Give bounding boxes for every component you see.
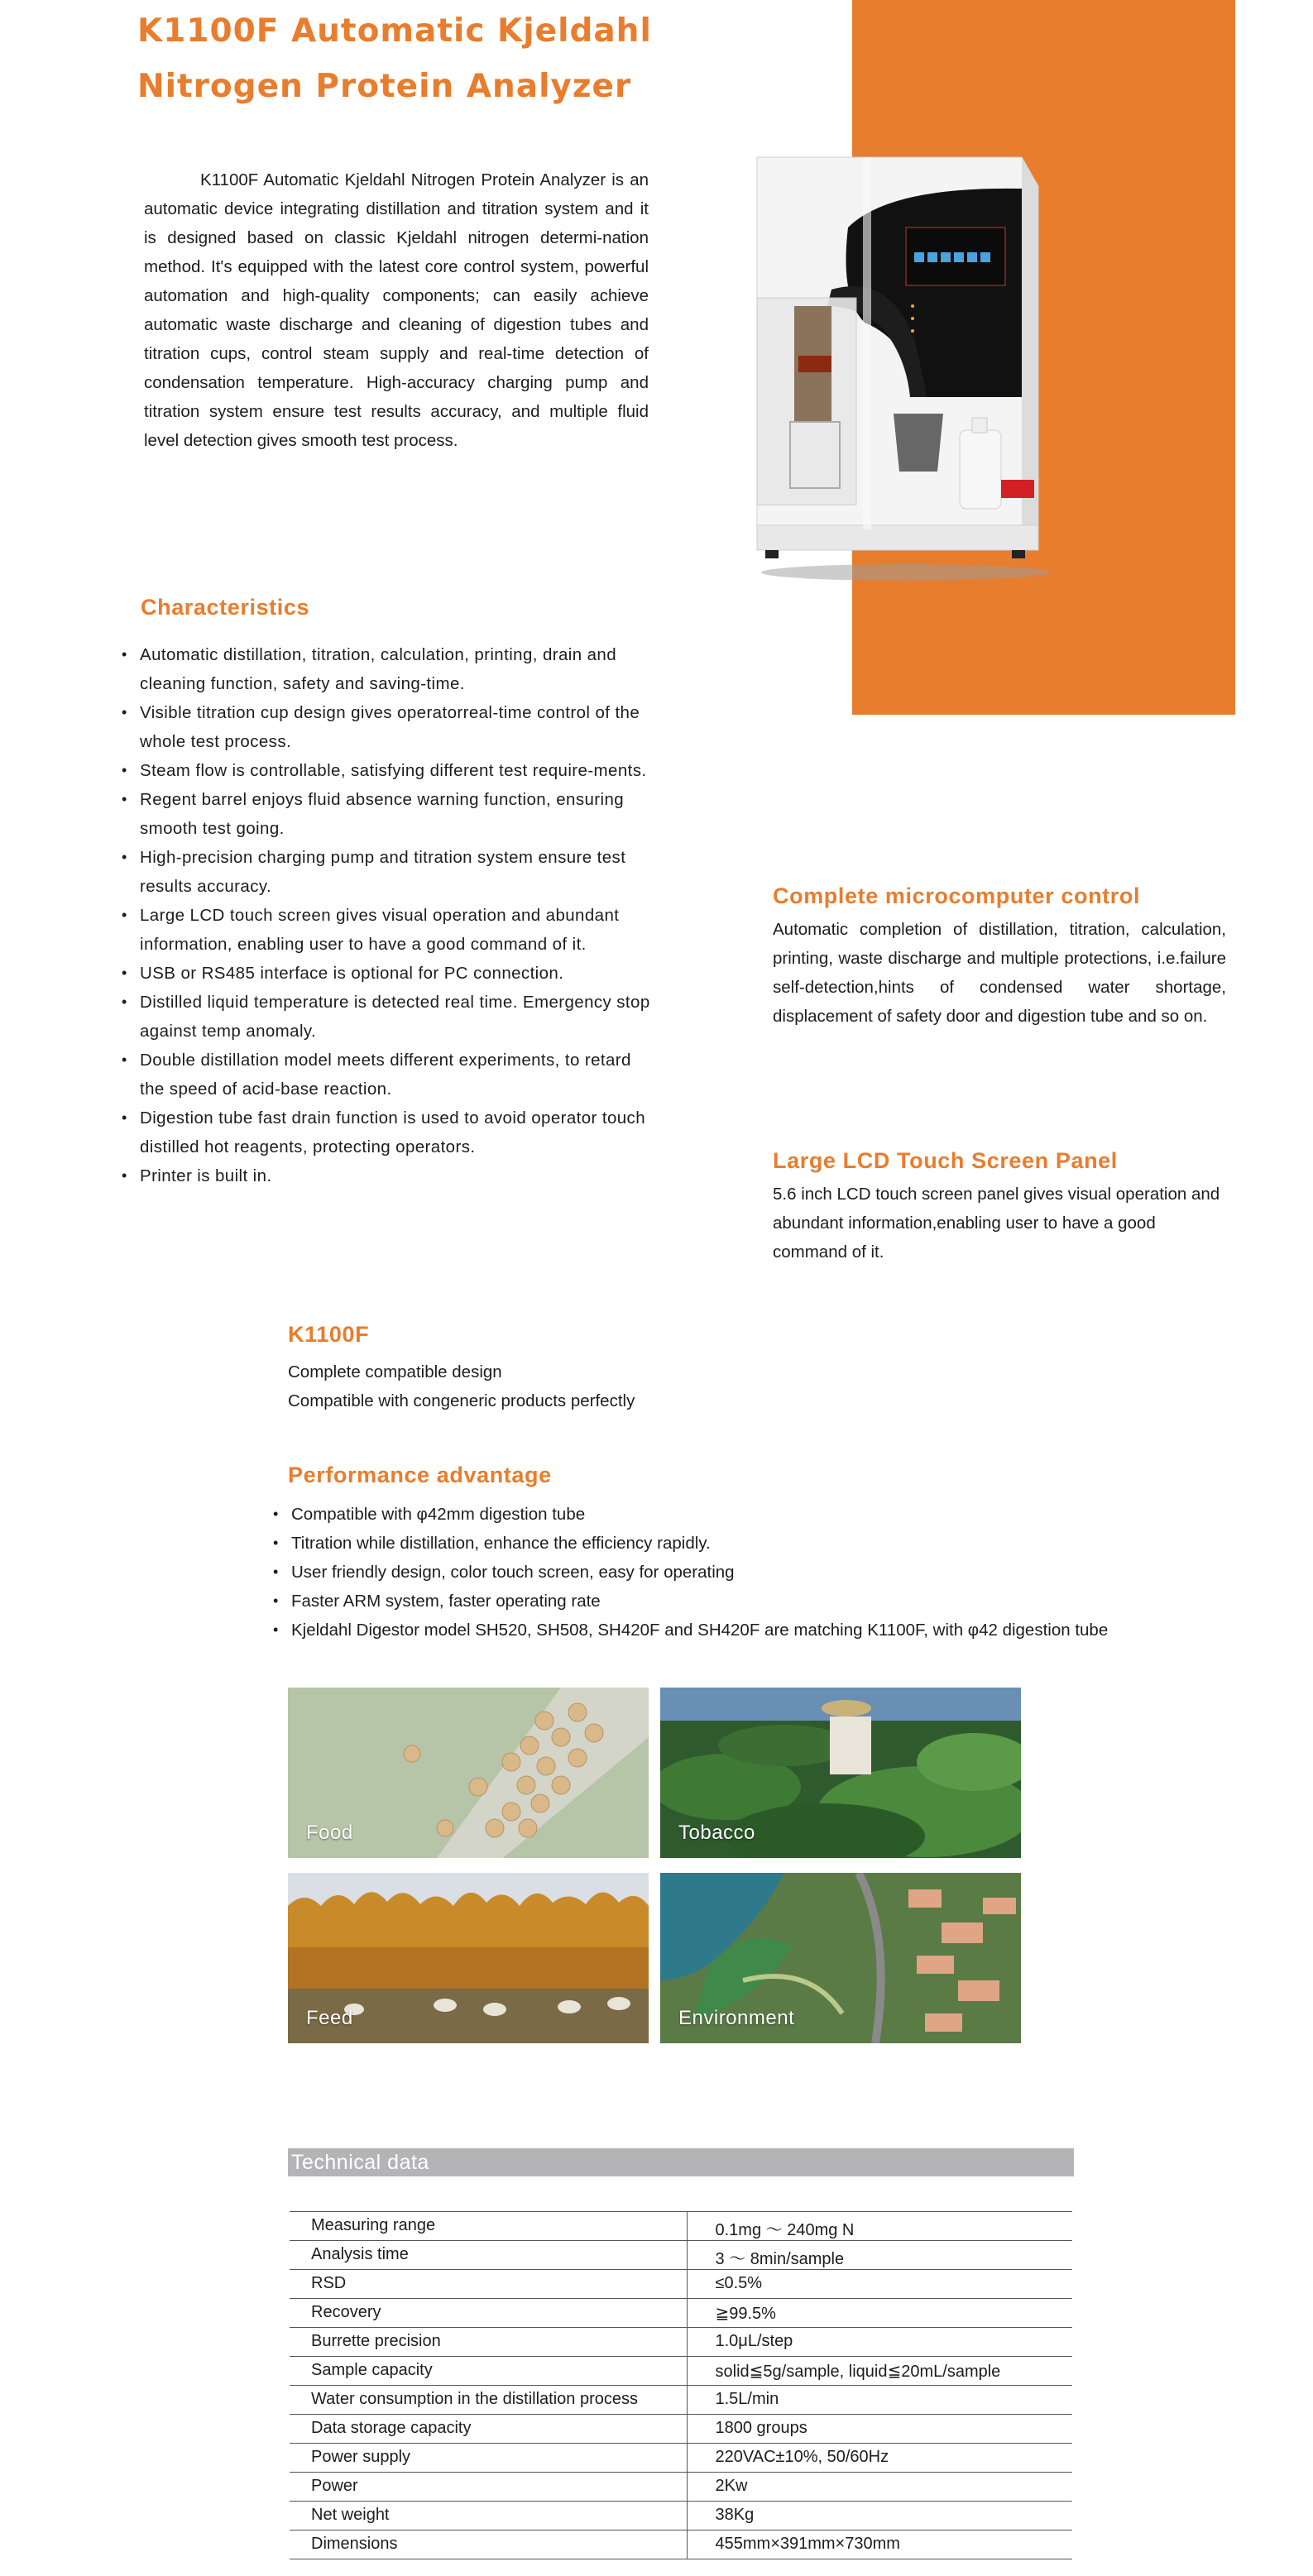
table-row: [290, 2212, 1072, 2241]
spec-label: Net weight: [290, 2502, 687, 2531]
page-title: [137, 3, 841, 114]
product-image: [749, 149, 1055, 587]
list-item: • USB or RS485 interface is optional for PC connection.: [122, 959, 651, 988]
microcomputer-title: Complete microcomputer control: [773, 883, 1141, 908]
tobacco-photo: [660, 1688, 1021, 1858]
table-row: [290, 2241, 1072, 2270]
microcomputer-text: Automatic completion of distillation, titration, calculation, printing, waste discharge and multiple protections, i.e.failure self-detection,hints of condensed water shortage, displacement of safety door and digestion tube and so on.: [773, 920, 1226, 1026]
environment-label: Environment: [678, 2007, 795, 2029]
table-row: [290, 2357, 1072, 2386]
characteristics-list: [122, 640, 651, 1190]
performance-title: Performance advantage: [288, 1463, 552, 1487]
spec-label: Water consumption in the distillation process: [290, 2386, 687, 2415]
table-row: [290, 2270, 1072, 2299]
list-item: • Regent barrel enjoys fluid absence warning function, ensuring smooth test going.: [122, 785, 651, 843]
table-row: [290, 2415, 1072, 2444]
performance-list: [273, 1500, 1200, 1645]
list-item: • Steam flow is controllable, satisfying different test require-ments.: [122, 756, 651, 785]
table-row: [290, 2444, 1072, 2473]
spec-label: Power supply: [290, 2444, 687, 2473]
spec-value: 1800 groups: [687, 2415, 1072, 2444]
list-item: • Visible titration cup design gives operatorreal-time control of the whole test process.: [122, 698, 651, 756]
list-item: • Large LCD touch screen gives visual operation and abundant information, enabling user to have a good command of it.: [122, 901, 651, 959]
technical-data-header: Technical data: [288, 2148, 1074, 2176]
spec-value: 38Kg: [687, 2502, 1072, 2531]
spec-label: Dimensions: [290, 2531, 687, 2559]
feed-label: Feed: [306, 2007, 353, 2029]
analyzer-illustration: [749, 149, 1055, 587]
feed-photo: [288, 1873, 649, 2043]
k1100f-line-1: Complete compatible design: [288, 1362, 502, 1381]
food-label: Food: [306, 1822, 353, 1844]
table-row: [290, 2502, 1072, 2531]
table-row: [290, 2531, 1072, 2559]
list-item: • Distilled liquid temperature is detected real time. Emergency stop against temp anomaly.: [122, 988, 651, 1046]
table-row: [290, 2386, 1072, 2415]
spec-label: Power: [290, 2473, 687, 2502]
list-item: • User friendly design, color touch screen, easy for operating: [273, 1558, 1200, 1587]
technical-data-table: [290, 2211, 1072, 2559]
tobacco-label: Tobacco: [678, 1822, 755, 1844]
characteristics-title: Characteristics: [141, 595, 310, 620]
spec-label: Analysis time: [290, 2241, 687, 2270]
table-row: [290, 2473, 1072, 2502]
spec-value: solid≦5g/sample, liquid≦20mL/sample: [687, 2357, 1072, 2386]
lcd-text: 5.6 inch LCD touch screen panel gives visual operation and abundant information,enabling user to have a good command of it.: [773, 1185, 1220, 1262]
spec-value: 1.0μL/step: [687, 2328, 1072, 2357]
spec-label: Data storage capacity: [290, 2415, 687, 2444]
spec-label: RSD: [290, 2270, 687, 2299]
list-item: • Digestion tube fast drain function is used to avoid operator touch distilled hot reagents, protecting operators.: [122, 1104, 651, 1161]
spec-value: 220VAC±10%, 50/60Hz: [687, 2444, 1072, 2473]
list-item: • Compatible with φ42mm digestion tube: [273, 1500, 1200, 1529]
spec-value: 2Kw: [687, 2473, 1072, 2502]
spec-value: 1.5L/min: [687, 2386, 1072, 2415]
spec-value: 0.1mg ～ 240mg N: [687, 2212, 1072, 2241]
table-row: [290, 2299, 1072, 2328]
list-item: • Faster ARM system, faster operating rate: [273, 1587, 1200, 1616]
intro-paragraph: [144, 165, 649, 455]
lcd-title: Large LCD Touch Screen Panel: [773, 1148, 1118, 1173]
environment-photo: [660, 1873, 1021, 2043]
k1100f-title: K1100F: [288, 1322, 370, 1347]
spec-label: Recovery: [290, 2299, 687, 2328]
title-line-1: K1100F Automatic Kjeldahl: [137, 12, 652, 50]
k1100f-line-2: Compatible with congeneric products perfectly: [288, 1391, 635, 1410]
list-item: • High-precision charging pump and titration system ensure test results accuracy.: [122, 843, 651, 901]
spec-value: ≧99.5%: [687, 2299, 1072, 2328]
spec-value: 455mm×391mm×730mm: [687, 2531, 1072, 2559]
list-item: • Automatic distillation, titration, calculation, printing, drain and cleaning function, safety and saving-time.: [122, 640, 651, 698]
title-line-2: Nitrogen Protein Analyzer: [137, 68, 632, 105]
spec-value: ≤0.5%: [687, 2270, 1072, 2299]
spec-label: Burrette precision: [290, 2328, 687, 2357]
list-item: • Kjeldahl Digestor model SH520, SH508, SH420F and SH420F are matching K1100F, with φ42 digestion tube: [273, 1616, 1200, 1645]
list-item: • Double distillation model meets different experiments, to retard the speed of acid-base reaction.: [122, 1046, 651, 1104]
food-photo: [288, 1688, 649, 1858]
spec-label: Sample capacity: [290, 2357, 687, 2386]
spec-label: Measuring range: [290, 2212, 687, 2241]
list-item: • Printer is built in.: [122, 1161, 651, 1190]
intro-text: K1100F Automatic Kjeldahl Nitrogen Protein Analyzer is an automatic device integrating distillation and titration system and it is designed based on classic Kjeldahl nitrogen determi-nation method. It's equipped with the latest core control system, powerful automation and high-quality components; can easily achieve automatic waste discharge and cleaning of digestion tubes and titration cups, control steam supply and real-time detection of condensation temperature. High-accuracy charging pump and titration system ensure test results accuracy, and multiple fluid level detection gives smooth test process.: [144, 170, 649, 450]
table-row: [290, 2328, 1072, 2357]
spec-value: 3 ～ 8min/sample: [687, 2241, 1072, 2270]
list-item: • Titration while distillation, enhance the efficiency rapidly.: [273, 1529, 1200, 1558]
